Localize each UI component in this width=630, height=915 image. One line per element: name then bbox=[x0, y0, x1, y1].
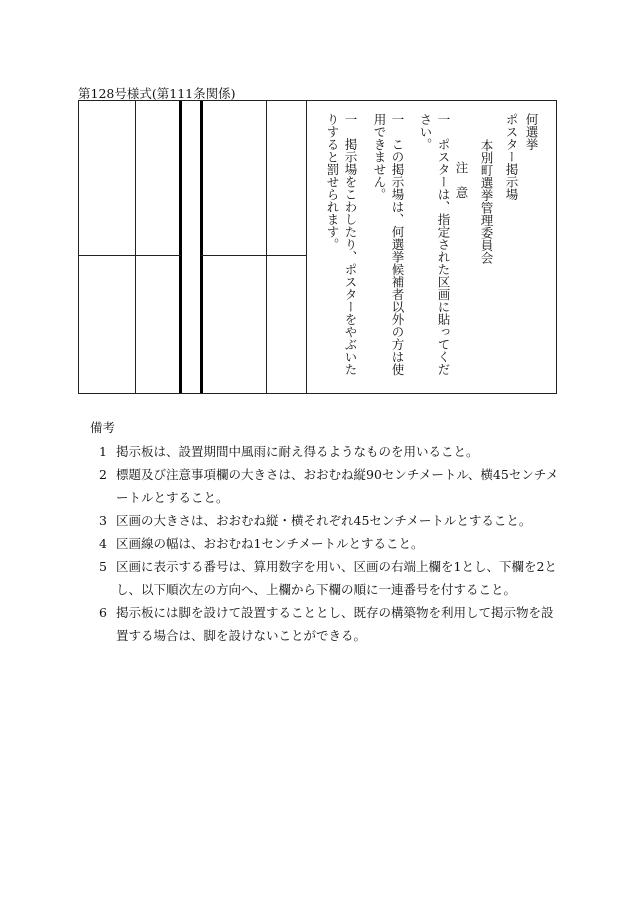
remarks-item-text: 区画線の幅は、おおむね1センチメートルとすること。 bbox=[116, 536, 424, 551]
remarks-item-text: 掲示板には脚を設けて設置することとし、既存の構築物を利用して掲示物を設置する場合は、脚を設けないことができる。 bbox=[116, 605, 554, 643]
board-heading-committee: 本別町選挙管理委員会 bbox=[479, 139, 494, 264]
section-row-divider bbox=[201, 255, 306, 256]
board-heading-poster: ポスター掲示場 bbox=[504, 113, 519, 201]
remarks-item-text: 区画に表示する番号は、算用数字を用い、区画の右端上欄を1とし、下欄を2とし、以下順次左の方向へ、上欄から下欄の順に一連番号を付すること。 bbox=[116, 559, 557, 597]
remarks-item bbox=[90, 555, 560, 601]
section-divider bbox=[135, 101, 136, 393]
remarks-title: 備考 bbox=[90, 420, 116, 435]
notice-title: 注 意 bbox=[454, 161, 469, 199]
notice-3: 一 掲示場をこわしたり、ポスターをやぶいたりすると罰せられます。 bbox=[325, 113, 358, 376]
section-border-thick bbox=[200, 101, 203, 393]
section-row-divider bbox=[79, 255, 181, 256]
notice-1: 一 ポスターは、指定された区画に貼ってください。 bbox=[418, 113, 451, 376]
poster-board-diagram bbox=[78, 100, 557, 394]
remarks-item bbox=[90, 509, 560, 532]
remarks-item-text: 標題及び注意事項欄の大きさは、おおむね縦90センチメートル、横45センチメートルとすること。 bbox=[116, 467, 559, 505]
remarks-item bbox=[90, 532, 560, 555]
remarks-item-number: 4 bbox=[99, 536, 107, 551]
remarks-item-number: 1 bbox=[99, 444, 107, 459]
section-divider bbox=[266, 101, 267, 393]
remarks-item-number: 2 bbox=[99, 467, 107, 482]
remarks-item-text: 掲示板は、設置期間中風雨に耐え得るようなものを用いること。 bbox=[116, 444, 479, 459]
notice-2: 一 この掲示場は、何選挙候補者以外の方は使用できません。 bbox=[372, 113, 405, 376]
form-title: 第128号様式(第111条関係) bbox=[78, 86, 236, 101]
section-border-thick bbox=[179, 101, 182, 393]
remarks-item bbox=[90, 463, 560, 509]
remarks-item-number: 5 bbox=[99, 559, 107, 574]
remarks-item-text: 区画の大きさは、おおむね縦・横それぞれ45センチメートルとすること。 bbox=[116, 513, 532, 528]
remarks-item bbox=[90, 601, 560, 647]
remarks-item bbox=[90, 440, 560, 463]
remarks-item-number: 3 bbox=[99, 513, 107, 528]
board-heading-election: 何選挙 bbox=[524, 113, 539, 151]
remarks-list bbox=[90, 440, 560, 647]
notice-column-border bbox=[306, 101, 307, 393]
remarks-item-number: 6 bbox=[99, 605, 107, 620]
